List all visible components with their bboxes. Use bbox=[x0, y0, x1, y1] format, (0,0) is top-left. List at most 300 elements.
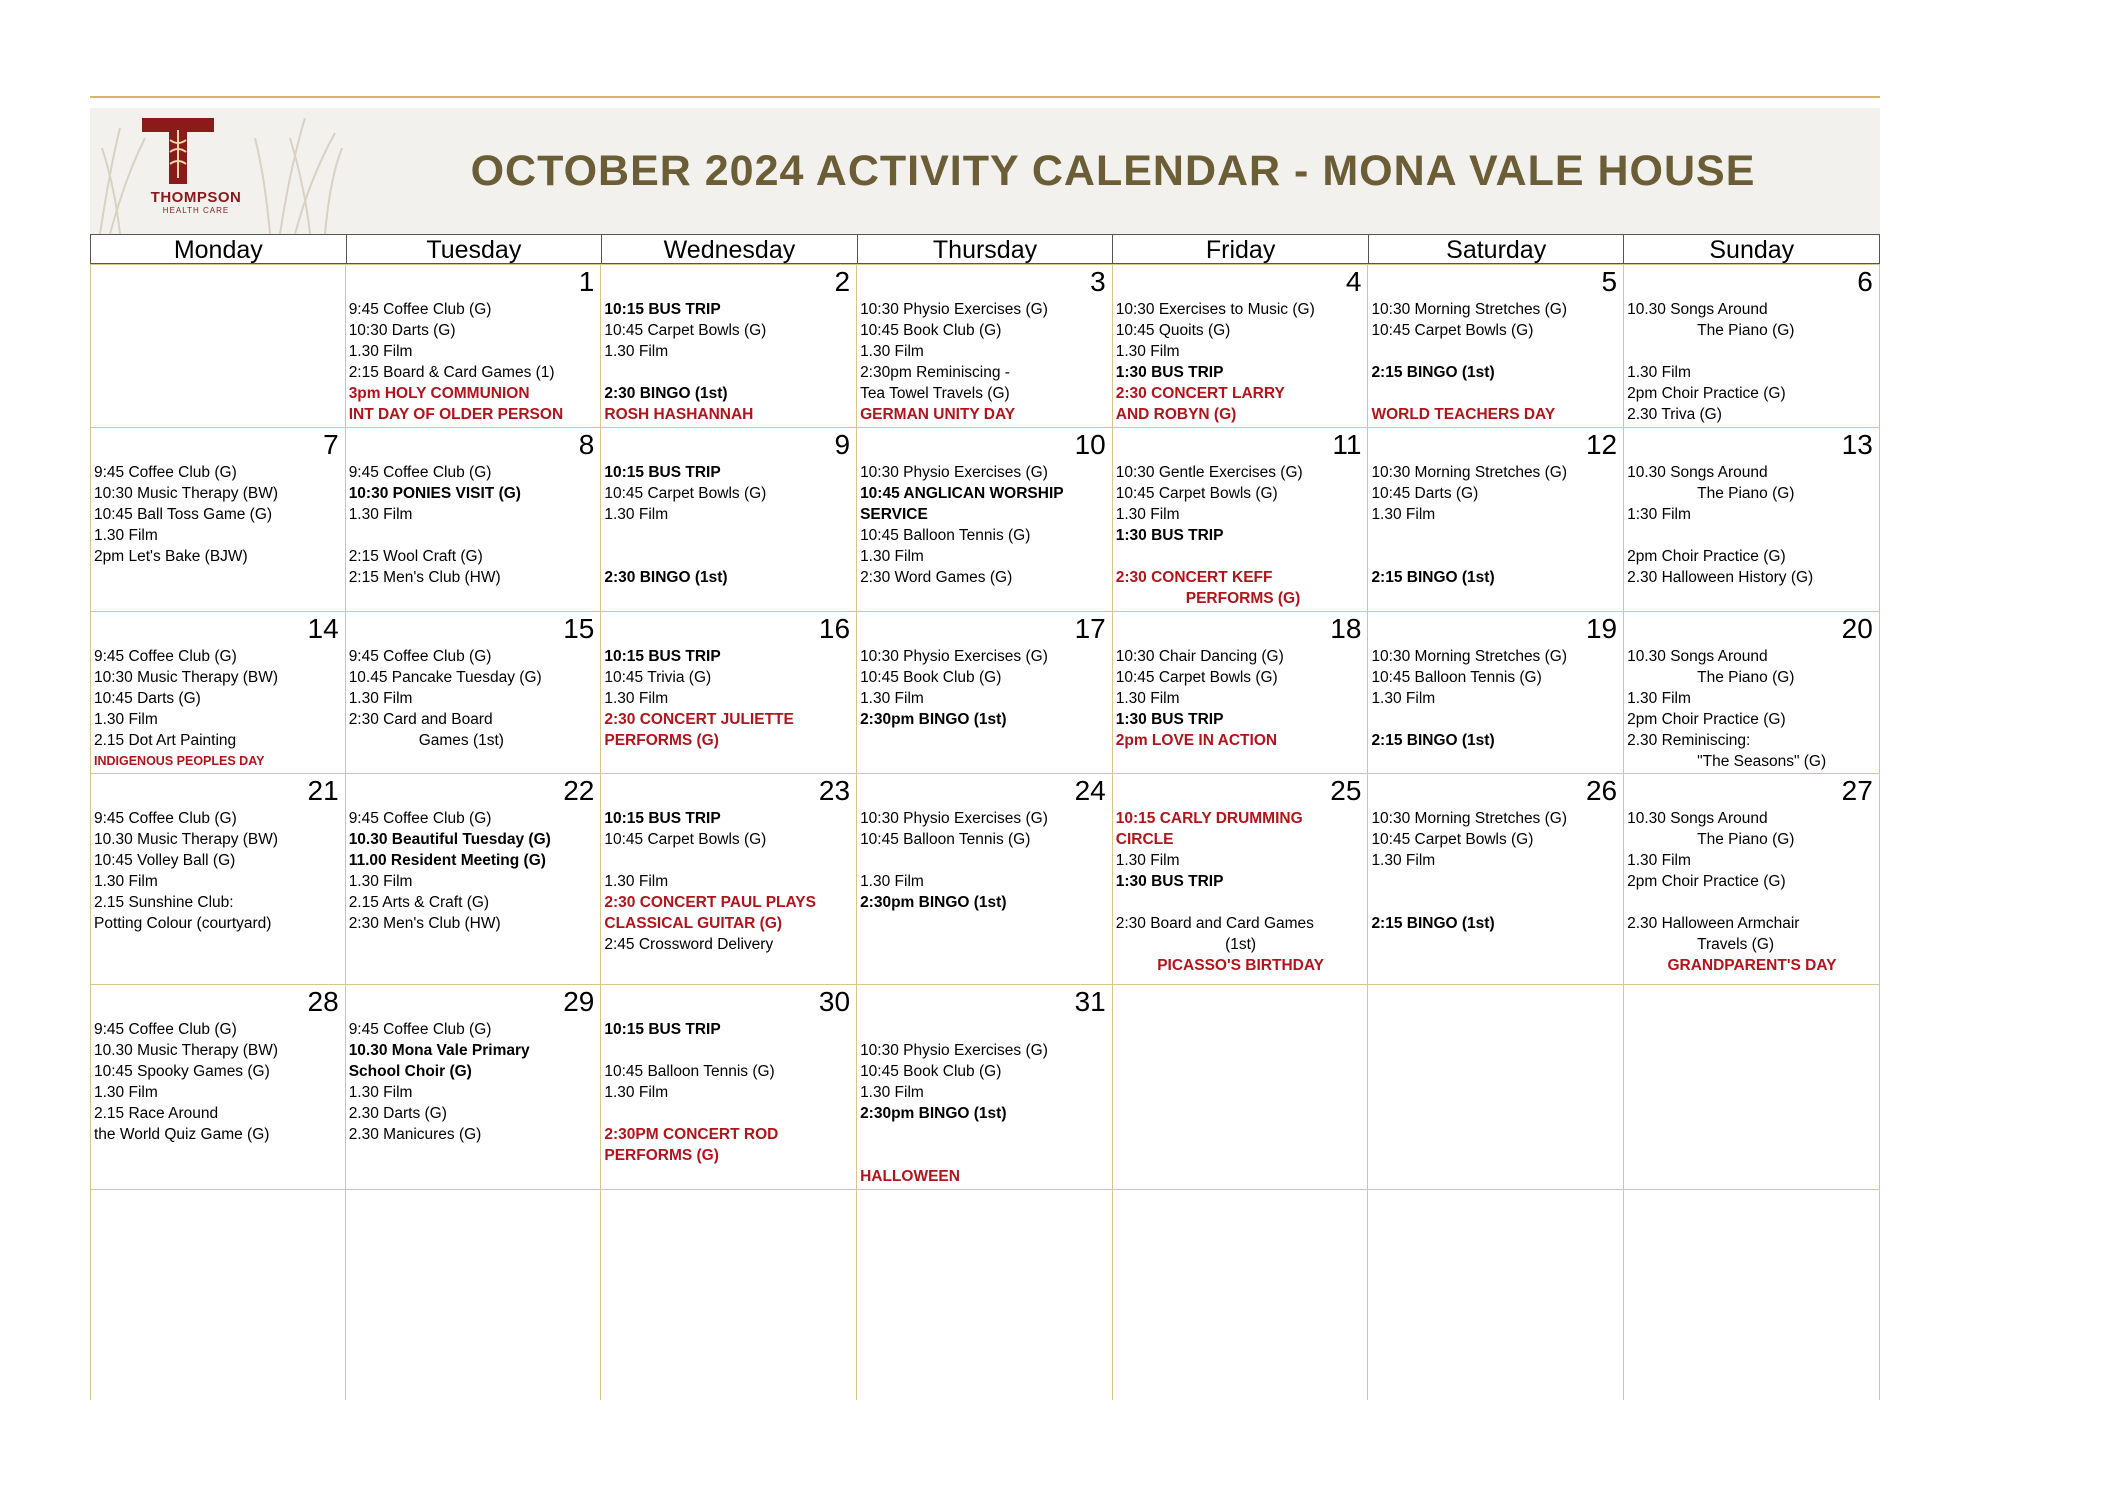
activity-item: 10:15 BUS TRIP bbox=[604, 464, 721, 481]
activity-item: WORLD TEACHERS DAY bbox=[1371, 406, 1556, 423]
activity-item: 2:30 CONCERT PAUL PLAYS bbox=[604, 894, 816, 911]
activity-item: 1.30 Film bbox=[604, 506, 669, 523]
activity-list bbox=[349, 646, 599, 751]
page-title: OCTOBER 2024 ACTIVITY CALENDAR - MONA VALE HOUSE bbox=[470, 147, 1756, 195]
day-number: 20 bbox=[1841, 613, 1873, 644]
day-cell-19 bbox=[1368, 612, 1624, 774]
activity-item: 10:30 Gentle Exercises (G) bbox=[1115, 464, 1303, 481]
day-number: 23 bbox=[818, 775, 851, 806]
activity-item: 10:30 Morning Stretches (G) bbox=[1371, 810, 1567, 827]
day-cell-25 bbox=[1113, 774, 1369, 985]
activity-item bbox=[860, 850, 1110, 871]
day-number: 30 bbox=[818, 986, 851, 1017]
day-cell-22 bbox=[346, 774, 602, 985]
empty-day-cell bbox=[1368, 985, 1624, 1190]
activity-item: 9:45 Coffee Club (G) bbox=[94, 648, 237, 665]
activity-item: 10.30 Songs Around bbox=[1627, 648, 1768, 665]
activity-item: 10:15 BUS TRIP bbox=[604, 810, 721, 827]
activity-item bbox=[1627, 525, 1877, 546]
activity-item: (1st) bbox=[1225, 936, 1257, 953]
logo-name: THOMPSON bbox=[150, 189, 242, 206]
day-cell-13 bbox=[1624, 428, 1880, 612]
activity-item: 2:15 BINGO (1st) bbox=[1371, 364, 1495, 381]
activity-item: 10:30 Physio Exercises (G) bbox=[860, 810, 1048, 827]
day-number: 4 bbox=[1345, 266, 1362, 297]
activity-list bbox=[604, 646, 854, 751]
weekday-header-thursday: Thursday bbox=[858, 235, 1114, 263]
day-cell-20 bbox=[1624, 612, 1880, 774]
activity-item: 10:30 Darts (G) bbox=[348, 322, 456, 339]
activity-item bbox=[349, 525, 599, 546]
activity-item: SERVICE bbox=[860, 506, 928, 523]
activity-list bbox=[1116, 462, 1366, 609]
activity-list bbox=[860, 646, 1110, 730]
activity-item: 2:30pm BINGO (1st) bbox=[860, 711, 1007, 728]
activity-item bbox=[1627, 341, 1877, 362]
day-cell-9 bbox=[601, 428, 857, 612]
activity-item: 2:15 BINGO (1st) bbox=[1371, 915, 1495, 932]
activity-list bbox=[604, 808, 854, 955]
activity-item: 10:30 Physio Exercises (G) bbox=[860, 1042, 1048, 1059]
activity-item: 1:30 BUS TRIP bbox=[1115, 527, 1224, 544]
activity-item: PERFORMS (G) bbox=[604, 732, 719, 749]
activity-item: 2pm Choir Practice (G) bbox=[1627, 873, 1786, 890]
activity-item: Travels (G) bbox=[1697, 936, 1775, 953]
day-cell-3 bbox=[857, 265, 1113, 428]
week-row bbox=[90, 1189, 1880, 1400]
activity-item: 1.30 Film bbox=[94, 873, 158, 890]
activity-item: 1.30 Film bbox=[1115, 690, 1180, 707]
activity-item: 1.30 Film bbox=[348, 343, 413, 360]
activity-item: AND ROBYN (G) bbox=[1115, 406, 1237, 423]
activity-item bbox=[1371, 871, 1621, 892]
activity-item: 2:30pm Reminiscing - bbox=[860, 364, 1010, 381]
activity-item: 2:30PM CONCERT ROD bbox=[604, 1126, 779, 1143]
activity-item bbox=[1116, 892, 1366, 913]
day-cell-1 bbox=[346, 265, 602, 428]
activity-list bbox=[94, 462, 343, 567]
activity-item: 2:30 BINGO (1st) bbox=[604, 385, 728, 402]
day-cell-28 bbox=[90, 985, 346, 1190]
activity-item: 10.30 Songs Around bbox=[1627, 464, 1768, 481]
activity-item: ROSH HASHANNAH bbox=[604, 406, 754, 423]
activity-item: 10:30 Morning Stretches (G) bbox=[1371, 301, 1567, 318]
activity-item: Potting Colour (courtyard) bbox=[94, 915, 272, 932]
activity-item: 2.30 Manicures (G) bbox=[348, 1126, 482, 1143]
activity-item: 1.30 Film bbox=[1115, 506, 1180, 523]
activity-item: 1:30 BUS TRIP bbox=[1115, 873, 1224, 890]
weekday-header-row bbox=[90, 234, 1880, 264]
day-cell-11 bbox=[1113, 428, 1369, 612]
activity-item: 10:15 BUS TRIP bbox=[604, 301, 721, 318]
activity-item: 1.30 Film bbox=[604, 690, 669, 707]
activity-item: 10.30 Mona Vale Primary bbox=[348, 1042, 530, 1059]
activity-item: 1.30 Film bbox=[348, 1084, 413, 1101]
activity-item: 1.30 Film bbox=[94, 527, 158, 544]
activity-item: 10:45 Carpet Bowls (G) bbox=[1371, 322, 1534, 339]
activity-list bbox=[860, 462, 1110, 588]
day-number: 16 bbox=[818, 613, 851, 644]
activity-item: 2:15 Men's Club (HW) bbox=[348, 569, 501, 586]
day-number: 28 bbox=[307, 986, 339, 1017]
activity-item: 1.30 Film bbox=[348, 506, 413, 523]
activity-item: 2.15 Arts & Craft (G) bbox=[348, 894, 490, 911]
activity-item: 1.30 Film bbox=[94, 711, 158, 728]
activity-item: The Piano (G) bbox=[1697, 669, 1795, 686]
day-cell-4 bbox=[1113, 265, 1369, 428]
activity-item: 11.00 Resident Meeting (G) bbox=[348, 852, 546, 869]
day-cell-6 bbox=[1624, 265, 1880, 428]
activity-item: 2:30pm BINGO (1st) bbox=[860, 1105, 1007, 1122]
activity-item: 2pm Let's Bake (BJW) bbox=[94, 548, 248, 565]
activity-item: 10:45 Carpet Bowls (G) bbox=[1115, 485, 1278, 502]
activity-item: 10:30 Physio Exercises (G) bbox=[860, 648, 1048, 665]
activity-item: INDIGENOUS PEOPLES DAY bbox=[94, 754, 265, 768]
activity-item: 1.30 Film bbox=[860, 343, 924, 360]
activity-item: 10:15 BUS TRIP bbox=[604, 648, 721, 665]
activity-item: 10:30 Morning Stretches (G) bbox=[1371, 464, 1567, 481]
activity-item: 10:45 Volley Ball (G) bbox=[94, 852, 236, 869]
activity-item: 2:30 Board and Card Games bbox=[1115, 915, 1314, 932]
day-cell-14 bbox=[90, 612, 346, 774]
day-number: 27 bbox=[1841, 775, 1873, 806]
activity-item: 10:45 Spooky Games (G) bbox=[94, 1063, 270, 1080]
activity-list bbox=[1371, 299, 1621, 425]
activity-item: 2:45 Crossword Delivery bbox=[604, 936, 774, 953]
day-number: 22 bbox=[563, 775, 595, 806]
day-number: 7 bbox=[323, 429, 339, 460]
activity-item: the World Quiz Game (G) bbox=[94, 1126, 270, 1143]
activity-item: INT DAY OF OLDER PERSON bbox=[348, 406, 564, 423]
day-number: 5 bbox=[1601, 266, 1618, 297]
activity-list bbox=[1116, 808, 1366, 976]
activity-item: 9:45 Coffee Club (G) bbox=[94, 810, 237, 827]
activity-item: 10.30 Beautiful Tuesday (G) bbox=[348, 831, 551, 848]
activity-item: 10:45 Ball Toss Game (G) bbox=[94, 506, 273, 523]
activity-item: 2:30 Word Games (G) bbox=[860, 569, 1013, 586]
day-number: 13 bbox=[1841, 429, 1873, 460]
activity-item: "The Seasons" (G) bbox=[1697, 753, 1827, 770]
activity-item: 3pm HOLY COMMUNION bbox=[348, 385, 530, 402]
activity-item: 2:30 Men's Club (HW) bbox=[348, 915, 501, 932]
activity-item: 2pm Choir Practice (G) bbox=[1627, 385, 1786, 402]
activity-list bbox=[1116, 646, 1366, 751]
activity-item: 1.30 Film bbox=[1627, 690, 1691, 707]
activity-item: 10:30 Physio Exercises (G) bbox=[860, 464, 1048, 481]
activity-item: 2:30 BINGO (1st) bbox=[604, 569, 728, 586]
activity-item: 10:15 CARLY DRUMMING bbox=[1115, 810, 1303, 827]
activity-item: 2.15 Sunshine Club: bbox=[94, 894, 234, 911]
activity-item: 10:45 Book Club (G) bbox=[860, 322, 1002, 339]
activity-item: 1.30 Film bbox=[1115, 343, 1180, 360]
activity-item: 10:30 Exercises to Music (G) bbox=[1115, 301, 1315, 318]
activity-item: 1.30 Film bbox=[860, 548, 924, 565]
activity-item: 2:15 BINGO (1st) bbox=[1371, 569, 1495, 586]
activity-list bbox=[1371, 462, 1621, 588]
activity-item: Tea Towel Travels (G) bbox=[860, 385, 1010, 402]
activity-item: 10:45 Book Club (G) bbox=[860, 669, 1002, 686]
activity-item: 10:45 Balloon Tennis (G) bbox=[860, 831, 1031, 848]
day-cell-10 bbox=[857, 428, 1113, 612]
day-number: 6 bbox=[1857, 266, 1873, 297]
activity-item: 10:45 Trivia (G) bbox=[604, 669, 712, 686]
activity-item: 2pm Choir Practice (G) bbox=[1627, 548, 1786, 565]
activity-item: PICASSO'S BIRTHDAY bbox=[1157, 957, 1324, 974]
activity-item: The Piano (G) bbox=[1697, 322, 1795, 339]
activity-item: CLASSICAL GUITAR (G) bbox=[604, 915, 783, 932]
activity-list bbox=[1627, 808, 1877, 976]
day-cell-2 bbox=[601, 265, 857, 428]
activity-item bbox=[860, 1124, 1110, 1145]
activity-item: 10:45 Balloon Tennis (G) bbox=[604, 1063, 775, 1080]
day-cell-26 bbox=[1368, 774, 1624, 985]
activity-item bbox=[604, 546, 854, 567]
day-cell-31 bbox=[857, 985, 1113, 1190]
activity-item: 1.30 Film bbox=[860, 873, 924, 890]
activity-item: 1.30 Film bbox=[348, 873, 413, 890]
activity-item: 2pm LOVE IN ACTION bbox=[1115, 732, 1278, 749]
activity-list bbox=[860, 808, 1110, 913]
activity-list bbox=[604, 299, 854, 425]
activity-item: 10:30 Chair Dancing (G) bbox=[1115, 648, 1284, 665]
activity-list bbox=[349, 1019, 599, 1145]
day-cell-27 bbox=[1624, 774, 1880, 985]
day-cell-8 bbox=[346, 428, 602, 612]
activity-item bbox=[604, 362, 854, 383]
empty-day-cell bbox=[601, 1190, 857, 1400]
week-row bbox=[90, 264, 1880, 428]
activity-item bbox=[604, 1040, 854, 1061]
activity-item: 10:45 Darts (G) bbox=[1371, 485, 1479, 502]
activity-list bbox=[349, 299, 599, 425]
day-cell-24 bbox=[857, 774, 1113, 985]
activity-item: 2:15 BINGO (1st) bbox=[1371, 732, 1495, 749]
activity-item bbox=[1371, 525, 1621, 546]
activity-item: 10.30 Songs Around bbox=[1627, 301, 1768, 318]
activity-item bbox=[1371, 709, 1621, 730]
activity-item: 2:30 CONCERT KEFF bbox=[1115, 569, 1273, 586]
day-number: 31 bbox=[1074, 986, 1106, 1017]
activity-item: 9:45 Coffee Club (G) bbox=[348, 1021, 492, 1038]
activity-item: 10:15 BUS TRIP bbox=[604, 1021, 721, 1038]
activity-item: 10.30 Songs Around bbox=[1627, 810, 1768, 827]
day-number: 19 bbox=[1585, 613, 1618, 644]
day-number: 8 bbox=[578, 429, 595, 460]
day-number: 29 bbox=[563, 986, 595, 1017]
activity-list bbox=[1627, 462, 1877, 588]
activity-item: 9:45 Coffee Club (G) bbox=[348, 810, 492, 827]
empty-day-cell bbox=[90, 1190, 346, 1400]
activity-item: 1:30 Film bbox=[1627, 506, 1691, 523]
empty-day-cell bbox=[346, 1190, 602, 1400]
weekday-header-wednesday: Wednesday bbox=[602, 235, 858, 263]
activity-item: 1.30 Film bbox=[348, 690, 413, 707]
day-cell-15 bbox=[346, 612, 602, 774]
week-row bbox=[90, 773, 1880, 985]
activity-item: 10:45 Carpet Bowls (G) bbox=[1115, 669, 1278, 686]
activity-item: 10:45 Balloon Tennis (G) bbox=[1371, 669, 1542, 686]
logo-grass-icon bbox=[90, 108, 346, 234]
activity-item: 2.30 Halloween Armchair bbox=[1627, 915, 1800, 932]
activity-item: 10:45 Book Club (G) bbox=[860, 1063, 1002, 1080]
activity-item: 10:45 Balloon Tennis (G) bbox=[860, 527, 1031, 544]
activity-item: 1.30 Film bbox=[1371, 506, 1436, 523]
week-row bbox=[90, 984, 1880, 1190]
day-number: 15 bbox=[563, 613, 595, 644]
day-cell-18 bbox=[1113, 612, 1369, 774]
day-cell-7 bbox=[90, 428, 346, 612]
activity-item: 9:45 Coffee Club (G) bbox=[348, 648, 492, 665]
activity-item: 2.30 Triva (G) bbox=[1627, 406, 1722, 423]
thompson-logo bbox=[90, 108, 346, 234]
empty-day-cell bbox=[1113, 985, 1369, 1190]
weekday-header-tuesday: Tuesday bbox=[347, 235, 603, 263]
activity-list bbox=[1371, 808, 1621, 934]
activity-item: 10:45 Carpet Bowls (G) bbox=[1371, 831, 1534, 848]
activity-item: 10:30 PONIES VISIT (G) bbox=[348, 485, 521, 502]
activity-item bbox=[604, 850, 854, 871]
activity-item: 2:30pm BINGO (1st) bbox=[860, 894, 1007, 911]
activity-item: 10:45 Carpet Bowls (G) bbox=[604, 485, 767, 502]
activity-list bbox=[860, 1019, 1110, 1187]
activity-item bbox=[1116, 546, 1366, 567]
empty-day-cell bbox=[1368, 1190, 1624, 1400]
day-number: 9 bbox=[834, 429, 851, 460]
day-number: 2 bbox=[834, 266, 851, 297]
weekday-header-saturday: Saturday bbox=[1369, 235, 1625, 263]
activity-item: 1.30 Film bbox=[1115, 852, 1180, 869]
day-cell-21 bbox=[90, 774, 346, 985]
activity-list bbox=[1371, 646, 1621, 751]
weekday-header-friday: Friday bbox=[1113, 235, 1369, 263]
activity-item: The Piano (G) bbox=[1697, 485, 1795, 502]
activity-item: 10:30 Music Therapy (BW) bbox=[94, 669, 279, 686]
top-rule bbox=[90, 96, 1880, 98]
activity-item: 10:45 ANGLICAN WORSHIP bbox=[860, 485, 1064, 502]
empty-day-cell bbox=[1113, 1190, 1369, 1400]
activity-item: 10:30 Music Therapy (BW) bbox=[94, 485, 279, 502]
activity-item: PERFORMS (G) bbox=[1185, 590, 1301, 607]
weekday-header-sunday: Sunday bbox=[1709, 236, 1795, 264]
activity-item: 2.30 Darts (G) bbox=[348, 1105, 447, 1122]
activity-item: 1.30 Film bbox=[860, 690, 924, 707]
activity-list bbox=[1116, 299, 1366, 425]
activity-list bbox=[604, 1019, 854, 1166]
activity-item: 1.30 Film bbox=[604, 873, 669, 890]
day-number: 12 bbox=[1585, 429, 1618, 460]
activity-item bbox=[604, 525, 854, 546]
activity-list bbox=[349, 808, 599, 934]
activity-item bbox=[860, 1145, 1110, 1166]
activity-item: 2.30 Reminiscing: bbox=[1627, 732, 1751, 749]
activity-item: 2pm Choir Practice (G) bbox=[1627, 711, 1786, 728]
activity-item: 9:45 Coffee Club (G) bbox=[348, 464, 492, 481]
empty-day-cell bbox=[90, 265, 346, 428]
activity-item: 1.30 Film bbox=[1371, 690, 1436, 707]
empty-day-cell bbox=[1624, 1190, 1880, 1400]
activity-item: Games (1st) bbox=[418, 732, 504, 749]
activity-item bbox=[1371, 383, 1621, 404]
activity-item: 2:15 Board & Card Games (1) bbox=[348, 364, 555, 381]
activity-item: 10:30 Morning Stretches (G) bbox=[1371, 648, 1567, 665]
day-number: 17 bbox=[1074, 613, 1106, 644]
empty-day-cell bbox=[857, 1190, 1113, 1400]
activity-item: 10:45 Quoits (G) bbox=[1115, 322, 1231, 339]
week-row bbox=[90, 611, 1880, 774]
activity-list bbox=[1627, 299, 1877, 425]
empty-day-cell bbox=[1624, 985, 1880, 1190]
activity-item: 1:30 BUS TRIP bbox=[1115, 711, 1224, 728]
activity-item: 2:30 CONCERT LARRY bbox=[1115, 385, 1285, 402]
activity-item bbox=[1371, 892, 1621, 913]
day-number: 1 bbox=[578, 266, 595, 297]
activity-list bbox=[1627, 646, 1877, 772]
activity-item: 10:45 Carpet Bowls (G) bbox=[604, 831, 767, 848]
activity-item: 1.30 Film bbox=[1371, 852, 1436, 869]
activity-item bbox=[860, 1019, 1110, 1040]
day-cell-23 bbox=[601, 774, 857, 985]
activity-item: 1.30 Film bbox=[1627, 852, 1691, 869]
activity-item: 10.45 Pancake Tuesday (G) bbox=[348, 669, 542, 686]
day-number: 3 bbox=[1090, 266, 1106, 297]
activity-item: CIRCLE bbox=[1115, 831, 1174, 848]
day-number: 24 bbox=[1074, 775, 1106, 806]
activity-list bbox=[94, 646, 343, 772]
activity-item: 2.15 Race Around bbox=[94, 1105, 219, 1122]
activity-item: School Choir (G) bbox=[348, 1063, 472, 1080]
day-cell-17 bbox=[857, 612, 1113, 774]
activity-item: GERMAN UNITY DAY bbox=[860, 406, 1016, 423]
day-number: 18 bbox=[1330, 613, 1362, 644]
activity-item: 1.30 Film bbox=[860, 1084, 924, 1101]
day-cell-16 bbox=[601, 612, 857, 774]
activity-item: 2:15 Wool Craft (G) bbox=[348, 548, 483, 565]
day-cell-12 bbox=[1368, 428, 1624, 612]
header-banner bbox=[90, 108, 1880, 234]
day-number: 21 bbox=[307, 775, 339, 806]
activity-list bbox=[604, 462, 854, 588]
activity-list bbox=[94, 808, 343, 934]
day-number: 11 bbox=[1332, 429, 1362, 460]
day-cell-5 bbox=[1368, 265, 1624, 428]
activity-list bbox=[349, 462, 599, 588]
activity-item: 2:30 CONCERT JULIETTE bbox=[604, 711, 794, 728]
activity-item: 10.30 Music Therapy (BW) bbox=[94, 1042, 279, 1059]
activity-list bbox=[94, 1019, 343, 1145]
activity-item: The Piano (G) bbox=[1697, 831, 1795, 848]
activity-item: 2:30 Card and Board bbox=[348, 711, 493, 728]
day-number: 10 bbox=[1074, 429, 1106, 460]
activity-item: 1.30 Film bbox=[94, 1084, 158, 1101]
activity-item: 10.30 Music Therapy (BW) bbox=[94, 831, 279, 848]
activity-item bbox=[1627, 892, 1877, 913]
activity-item: 10:30 Physio Exercises (G) bbox=[860, 301, 1048, 318]
activity-item: 2.15 Dot Art Painting bbox=[94, 732, 237, 749]
activity-item: 9:45 Coffee Club (G) bbox=[94, 1021, 237, 1038]
logo-subtitle: HEALTH CARE bbox=[162, 206, 230, 215]
weekday-header-monday: Monday bbox=[91, 235, 347, 263]
activity-item: 9:45 Coffee Club (G) bbox=[348, 301, 492, 318]
activity-item: 1.30 Film bbox=[604, 343, 669, 360]
activity-item: 1.30 Film bbox=[604, 1084, 669, 1101]
day-number: 26 bbox=[1585, 775, 1618, 806]
day-cell-29 bbox=[346, 985, 602, 1190]
activity-item: 10:45 Darts (G) bbox=[94, 690, 201, 707]
activity-item bbox=[604, 1103, 854, 1124]
activity-item: 9:45 Coffee Club (G) bbox=[94, 464, 237, 481]
day-cell-30 bbox=[601, 985, 857, 1190]
activity-item: 1:30 BUS TRIP bbox=[1115, 364, 1224, 381]
